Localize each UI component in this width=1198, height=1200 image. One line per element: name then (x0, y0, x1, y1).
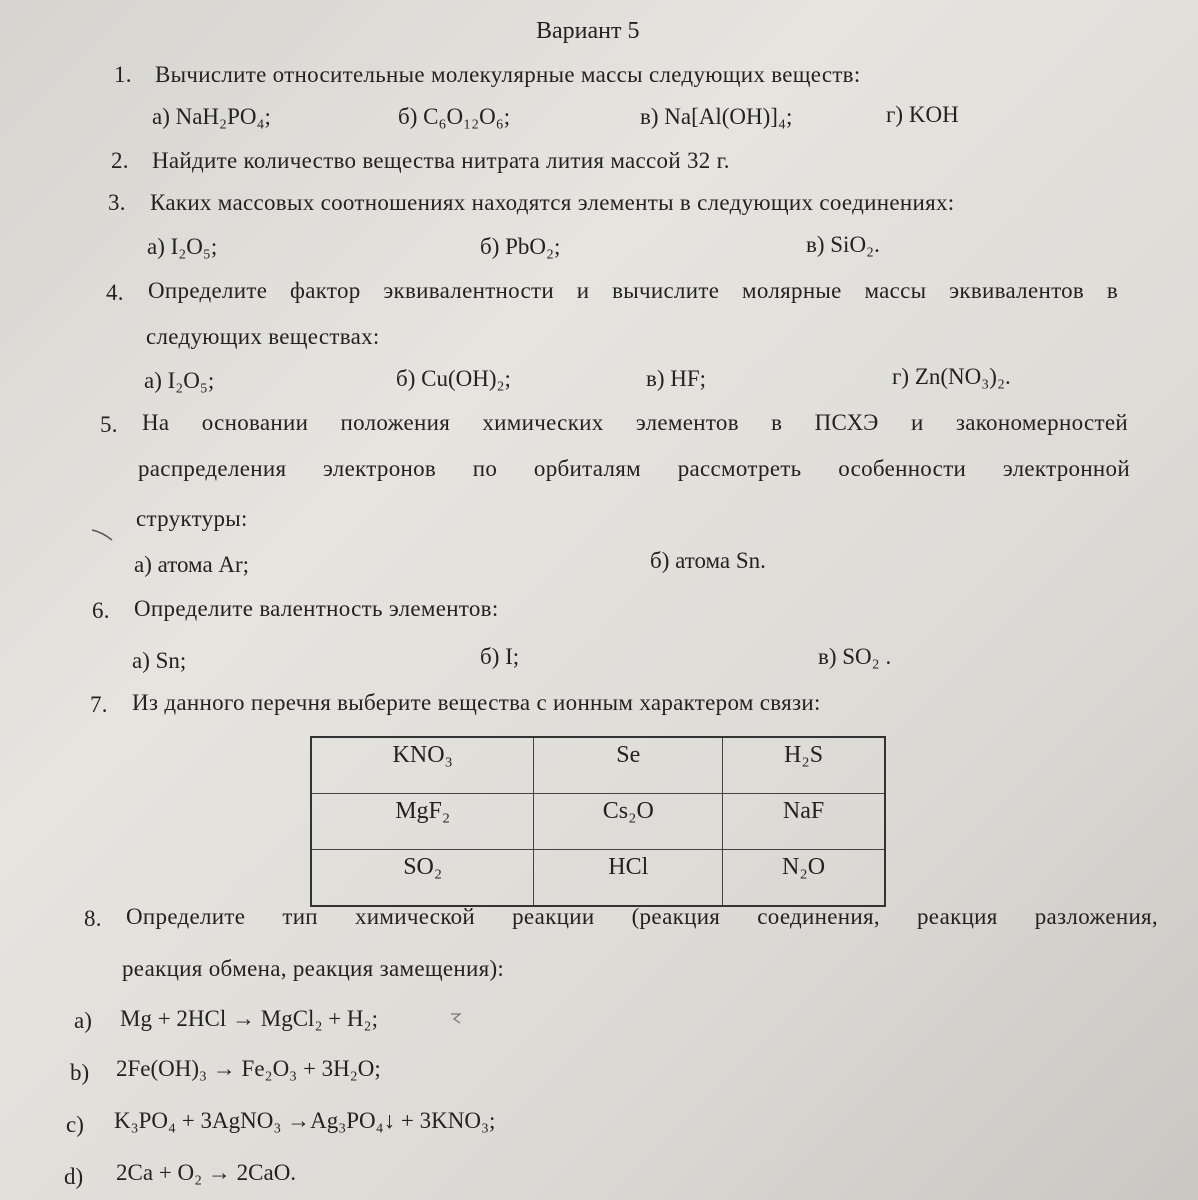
q2-number: 2. (111, 148, 129, 173)
q6-text: Определите валентность элементов: (134, 596, 499, 621)
q6-option-a: а) Sn; (132, 648, 187, 673)
reaction-a-equation: Mg + 2HCl → MgCl₂ + H₂; (120, 1006, 378, 1031)
q8-number: 8. (84, 906, 102, 931)
pencil-scribble-icon (448, 1010, 464, 1026)
q1-number: 1. (114, 62, 132, 87)
table-cell: Se (534, 737, 723, 794)
reaction-d-equation: 2Ca + O₂ → 2CaO. (116, 1160, 297, 1185)
q2-text: Найдите количество вещества нитрата лития массой 32 г. (152, 148, 730, 173)
q3-option-a: а) I₂O₅; (147, 234, 218, 259)
q6-number: 6. (92, 598, 110, 623)
q1-option-a: а) NaH₂PO₄; (152, 104, 271, 129)
q4-option-c: в) HF; (646, 366, 707, 391)
q4-number: 4. (106, 280, 124, 305)
table-row (311, 737, 885, 794)
q1-text: Вычислите относительные молекулярные массы следующих веществ: (155, 62, 861, 87)
q5-option-b: б) атома Sn. (650, 548, 766, 573)
q1-option-b: б) C₆O₁₂O₆; (398, 104, 511, 129)
q5-option-a: а) атома Ar; (134, 552, 250, 577)
q3-number: 3. (108, 190, 126, 215)
q8-line2: реакция обмена, реакция замещения): (122, 956, 505, 981)
q7-text: Из данного перечня выберите вещества с ионным характером связи: (132, 690, 821, 715)
table-cell: HCl (534, 850, 723, 907)
table-cell: Cs₂O (534, 794, 723, 850)
q7-number: 7. (90, 692, 108, 717)
q4-line2: следующих веществах: (146, 324, 380, 349)
q5-number: 5. (100, 412, 118, 437)
reaction-c-label: c) (66, 1112, 84, 1137)
page-title: Вариант 5 (536, 18, 640, 44)
q3-option-b: б) PbO₂; (480, 234, 561, 259)
q4-option-b: б) Cu(OH)₂; (396, 366, 511, 391)
q6-option-b: б) I; (480, 644, 520, 669)
q5-line3: структуры: (136, 506, 248, 531)
q3-text: Каких массовых соотношениях находятся элементы в следующих соединениях: (150, 190, 955, 215)
q4-option-d: г) Zn(NO₃)₂. (892, 364, 1011, 389)
q1-option-c: в) Na[Al(OH)]₄; (640, 104, 793, 129)
table-cell: MgF₂ (311, 794, 534, 850)
table-cell: SO₂ (311, 850, 534, 907)
q4-option-a: а) I₂O₅; (144, 368, 215, 393)
table-cell: H₂S (723, 737, 885, 794)
q3-option-c: в) SiO₂. (806, 232, 880, 257)
table-row (311, 850, 885, 907)
reaction-b-equation: 2Fe(OH)₃ → Fe₂O₃ + 3H₂O; (116, 1056, 381, 1081)
reaction-d-label: d) (64, 1164, 84, 1189)
table-row (311, 794, 885, 850)
substances-table (310, 736, 886, 907)
pencil-mark-icon (90, 526, 116, 542)
reaction-a-label: a) (74, 1008, 92, 1033)
reaction-b-label: b) (70, 1060, 90, 1085)
q6-option-c: в) SO₂ . (818, 644, 892, 669)
q8-line1: Определите тип химической реакции (реакция соединения, реакция разложения, (126, 904, 1158, 929)
q5-line1: На основании положения химических элементов в ПСХЭ и закономерностей (142, 410, 1128, 435)
reaction-c-equation: K₃PO₄ + 3AgNO₃ →Ag₃PO₄↓ + 3KNO₃; (114, 1108, 496, 1133)
table-cell: NaF (723, 794, 885, 850)
q4-line1: Определите фактор эквивалентности и вычислите молярные массы эквивалентов в (148, 278, 1118, 303)
q5-line2: распределения электронов по орбиталям рассмотреть особенности электронной (138, 456, 1130, 481)
q1-option-d: г) KOH (886, 102, 959, 127)
table-cell: KNO₃ (311, 737, 534, 794)
table-cell: N₂O (723, 850, 885, 907)
